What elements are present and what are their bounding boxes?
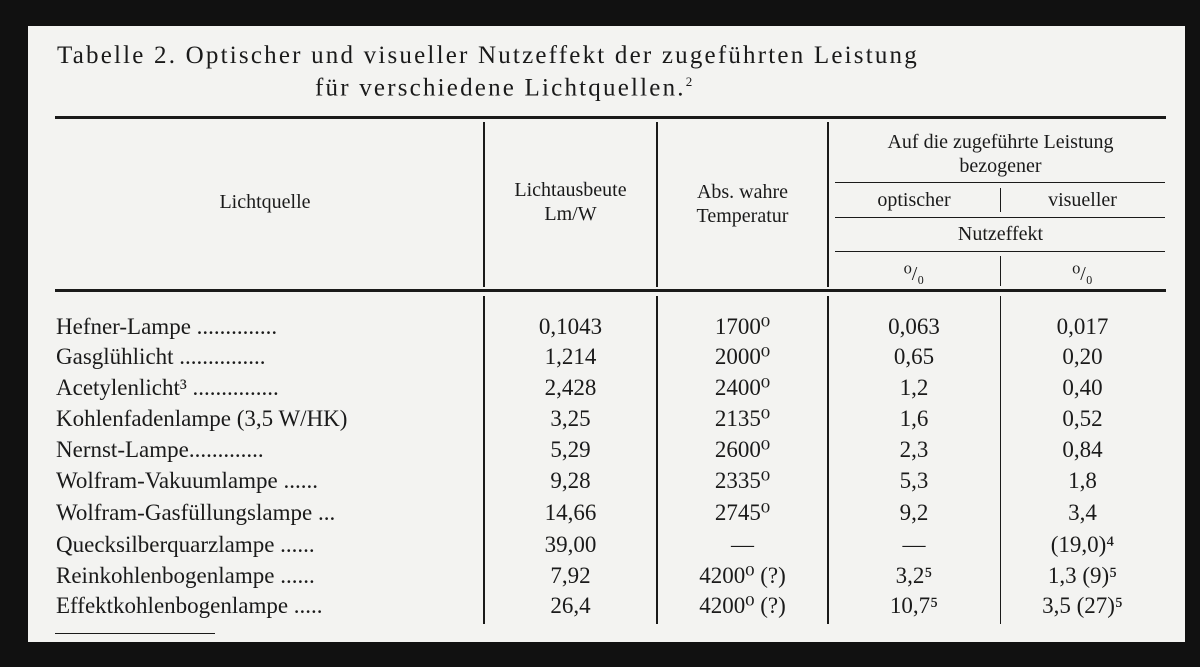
row-yield: 1,214 (544, 344, 597, 369)
header-text: bezogener (959, 155, 1042, 177)
title-text: für verschiedene Lichtquellen. (315, 74, 686, 102)
subheader-rule (835, 251, 1165, 252)
row-name: Kohlenfadenlampe (3,5 W/HK) (56, 406, 348, 431)
header-text: Lm/W (544, 203, 597, 225)
row-visual: 0,52 (1062, 406, 1103, 431)
row-yield: 9,28 (550, 468, 591, 493)
row-optical: 3,2⁵ (895, 563, 933, 588)
header-unit-visual: ⁰/₀ (1072, 263, 1093, 285)
subheader-rule (835, 217, 1165, 218)
header-text: Abs. wahre (696, 181, 789, 203)
row-name: Effektkohlenbogenlampe ..... (56, 593, 323, 618)
row-visual: 3,4 (1068, 500, 1097, 525)
header-text: Lichtausbeute (514, 179, 627, 201)
header-group (828, 130, 1173, 178)
header-yield (484, 178, 657, 226)
row-visual: 0,20 (1062, 344, 1103, 369)
row-name: Reinkohlenbogenlampe ...... (56, 563, 315, 588)
row-temperature: 2600⁰ (714, 437, 771, 462)
row-optical: 1,6 (899, 406, 929, 431)
row-temperature: 2000⁰ (714, 344, 771, 369)
top-rule (55, 116, 1166, 119)
row-visual: 0,017 (1056, 314, 1109, 339)
row-temperature: 2135⁰ (714, 406, 771, 431)
row-temperature: 2335⁰ (714, 468, 771, 493)
row-optical: 2,3 (899, 437, 929, 462)
row-yield: 5,29 (550, 437, 591, 462)
header-efficiency: Nutzeffekt (957, 223, 1044, 245)
row-temperature: 1700⁰ (714, 314, 771, 339)
row-optical: — (902, 532, 926, 557)
row-name: Gasglühlicht ............... (56, 344, 266, 369)
header-temperature (657, 180, 828, 228)
footnote-rule (55, 633, 215, 634)
footnote-mark: 2 (685, 74, 695, 89)
row-temperature: 2400⁰ (714, 375, 771, 400)
row-yield: 2,428 (544, 375, 597, 400)
header-optical: optischer (877, 189, 951, 211)
row-name: Wolfram-Gasfüllungslampe ... (56, 500, 336, 525)
row-optical: 10,7⁵ (889, 593, 939, 618)
row-yield: 3,25 (550, 406, 591, 431)
row-yield: 7,92 (550, 563, 591, 588)
row-visual: 0,84 (1062, 437, 1103, 462)
table-title-line2 (315, 74, 694, 102)
row-visual: (19,0)⁴ (1050, 532, 1115, 557)
table-title-line1: Tabelle 2. Optischer und visueller Nutzeffekt der zugeführten Leistung (57, 42, 919, 69)
row-name: Hefner-Lampe .............. (56, 314, 278, 339)
row-visual: 0,40 (1062, 375, 1103, 400)
row-temperature: — (731, 532, 754, 557)
header-rule (55, 289, 1166, 292)
header-unit-optical: ⁰/₀ (903, 263, 925, 285)
row-name: Acetylenlicht³ ............... (56, 375, 279, 400)
header-text: Temperatur (696, 205, 789, 227)
row-temperature: 4200⁰ (?) (699, 563, 786, 588)
row-visual: 1,8 (1068, 468, 1097, 493)
row-yield: 0,1043 (538, 314, 603, 339)
row-visual: 3,5 (27)⁵ (1042, 593, 1123, 618)
row-visual: 1,3 (9)⁵ (1047, 563, 1118, 588)
header-visual: visueller (1048, 189, 1117, 211)
row-optical: 5,3 (899, 468, 929, 493)
row-name: Quecksilberquarzlampe ...... (56, 532, 315, 557)
row-optical: 0,65 (893, 344, 935, 369)
header-source: Lichtquelle (219, 191, 311, 213)
row-temperature: 4200⁰ (?) (699, 593, 786, 618)
row-optical: 9,2 (899, 500, 929, 525)
row-optical: 0,063 (888, 314, 940, 339)
row-yield: 26,4 (550, 593, 591, 618)
row-yield: 39,00 (544, 532, 597, 557)
row-yield: 14,66 (544, 500, 597, 525)
row-name: Nernst-Lampe............. (56, 437, 264, 462)
row-temperature: 2745⁰ (714, 500, 771, 525)
subheader-rule (835, 182, 1165, 183)
row-optical: 1,2 (899, 375, 929, 400)
row-name: Wolfram-Vakuumlampe ...... (56, 468, 318, 493)
header-text: Auf die zugeführte Leistung (887, 131, 1114, 153)
